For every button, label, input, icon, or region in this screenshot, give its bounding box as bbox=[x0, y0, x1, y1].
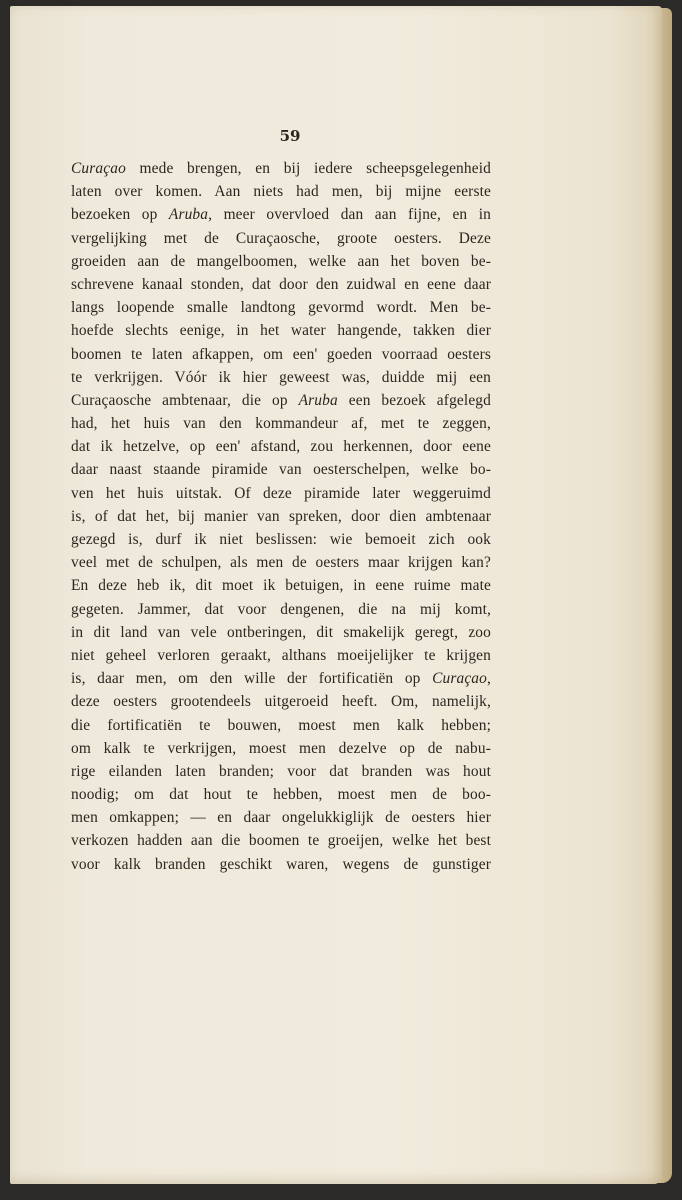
text-run: gezegd is, durf ik niet beslissen: wie bemoeit zich ook bbox=[71, 531, 491, 548]
text-line bbox=[71, 598, 491, 621]
text-run: is, daar men, om den wille der fortificatiën op bbox=[71, 670, 433, 688]
text-line bbox=[71, 574, 491, 597]
text-run: , bbox=[487, 670, 491, 688]
text-line bbox=[71, 667, 491, 690]
text-line bbox=[71, 412, 491, 435]
text-run: hoefde slechts eenige, in het water hangende, takken dier bbox=[71, 322, 491, 340]
text-run: noodig; om dat hout te hebben, moest men de boo- bbox=[71, 786, 491, 804]
text-run: , meer overvloed dan aan fijne, en in bbox=[208, 206, 491, 224]
text-run: Curaçaosche ambtenaar, die op bbox=[71, 391, 299, 409]
text-run: rige eilanden laten branden; voor dat branden was hout bbox=[71, 762, 491, 780]
text-run: men omkappen; — en daar ongelukkiglijk de oesters hier bbox=[71, 809, 491, 827]
text-run: groeiden aan de mangelboomen, welke aan het boven be- bbox=[71, 252, 491, 270]
text-run: langs loopende smalle landtong gevormd wordt. Men be- bbox=[71, 299, 491, 317]
text-run: ven het huis uitstak. Of deze piramide later weggeruimd bbox=[71, 484, 491, 502]
text-run: laten over komen. Aan niets had men, bij mijne eerste bbox=[71, 183, 491, 201]
text-line bbox=[71, 829, 491, 852]
text-line bbox=[71, 505, 491, 528]
text-line bbox=[71, 714, 491, 737]
text-line bbox=[71, 621, 491, 644]
text-line bbox=[71, 435, 491, 458]
text-line bbox=[71, 157, 491, 180]
text-line bbox=[71, 690, 491, 713]
text-run: mede brengen, en bij iedere scheepsgelegenheid bbox=[125, 160, 491, 177]
text-run: die fortificatiën te bouwen, moest men kalk hebben; bbox=[71, 716, 491, 734]
text-line bbox=[71, 366, 491, 389]
text-run: daar naast staande piramide van oesterschelpen, welke bo- bbox=[71, 461, 491, 479]
text-line bbox=[71, 783, 491, 806]
text-line bbox=[71, 180, 491, 203]
text-run: te verkrijgen. Vóór ik hier geweest was, duidde mij een bbox=[71, 368, 491, 386]
text-run: deze oesters grootendeels uitgeroeid heeft. Om, namelijk, bbox=[71, 693, 491, 711]
italic-run: Curaçao bbox=[432, 670, 487, 688]
text-line bbox=[71, 343, 491, 366]
text-line bbox=[71, 551, 491, 574]
text-line bbox=[71, 458, 491, 481]
text-line bbox=[71, 737, 491, 760]
text-line bbox=[71, 203, 491, 226]
text-run: een bezoek afgelegd bbox=[337, 391, 491, 409]
text-line bbox=[71, 528, 491, 551]
text-run: schrevene kanaal stonden, dat door den zuidwal en eene daar bbox=[71, 275, 491, 293]
italic-run: Aruba bbox=[298, 391, 338, 409]
text-line bbox=[71, 273, 491, 296]
text-line bbox=[71, 319, 491, 342]
page-number: 59 bbox=[279, 127, 301, 145]
text-line bbox=[71, 482, 491, 505]
text-run: gegeten. Jammer, dat voor dengenen, die na mij komt, bbox=[71, 600, 491, 618]
text-line bbox=[71, 853, 491, 876]
text-line bbox=[71, 644, 491, 667]
text-line bbox=[71, 227, 491, 250]
text-line bbox=[71, 806, 491, 829]
text-run: verkozen hadden aan die boomen te groeijen, welke het best bbox=[71, 832, 491, 850]
text-run: boomen te laten afkappen, om een' goeden voorraad oesters bbox=[71, 345, 491, 363]
text-run: vergelijking met de Curaçaosche, groote oesters. Deze bbox=[71, 229, 491, 247]
italic-run: Curaçao bbox=[71, 160, 126, 177]
text-line bbox=[71, 389, 491, 412]
text-run: bezoeken op bbox=[71, 206, 169, 224]
italic-run: Aruba bbox=[168, 206, 209, 224]
text-run: is, of dat het, bij manier van spreken, door dien ambtenaar bbox=[71, 507, 491, 525]
text-run: in dit land van vele ontberingen, dit smakelijk geregt, zoo bbox=[71, 623, 491, 641]
text-line bbox=[71, 760, 491, 783]
text-run: niet geheel verloren geraakt, althans moeijelijker te krijgen bbox=[71, 646, 491, 664]
text-run: voor kalk branden geschikt waren, wegens de gunstiger bbox=[71, 855, 491, 873]
text-run: dat ik hetzelve, op een' afstand, zou herkennen, door eene bbox=[71, 438, 491, 456]
text-run: veel met de schulpen, als men de oesters maar krijgen kan? bbox=[71, 554, 491, 572]
text-run: had, het huis van den kommandeur af, met te zeggen, bbox=[71, 415, 491, 433]
body-text bbox=[71, 157, 491, 876]
text-run: En deze heb ik, dit moet ik betuigen, in eene ruime mate bbox=[71, 577, 491, 595]
text-run: om kalk te verkrijgen, moest men dezelve op de nabu- bbox=[71, 739, 491, 757]
text-line bbox=[71, 250, 491, 273]
text-line bbox=[71, 296, 491, 319]
